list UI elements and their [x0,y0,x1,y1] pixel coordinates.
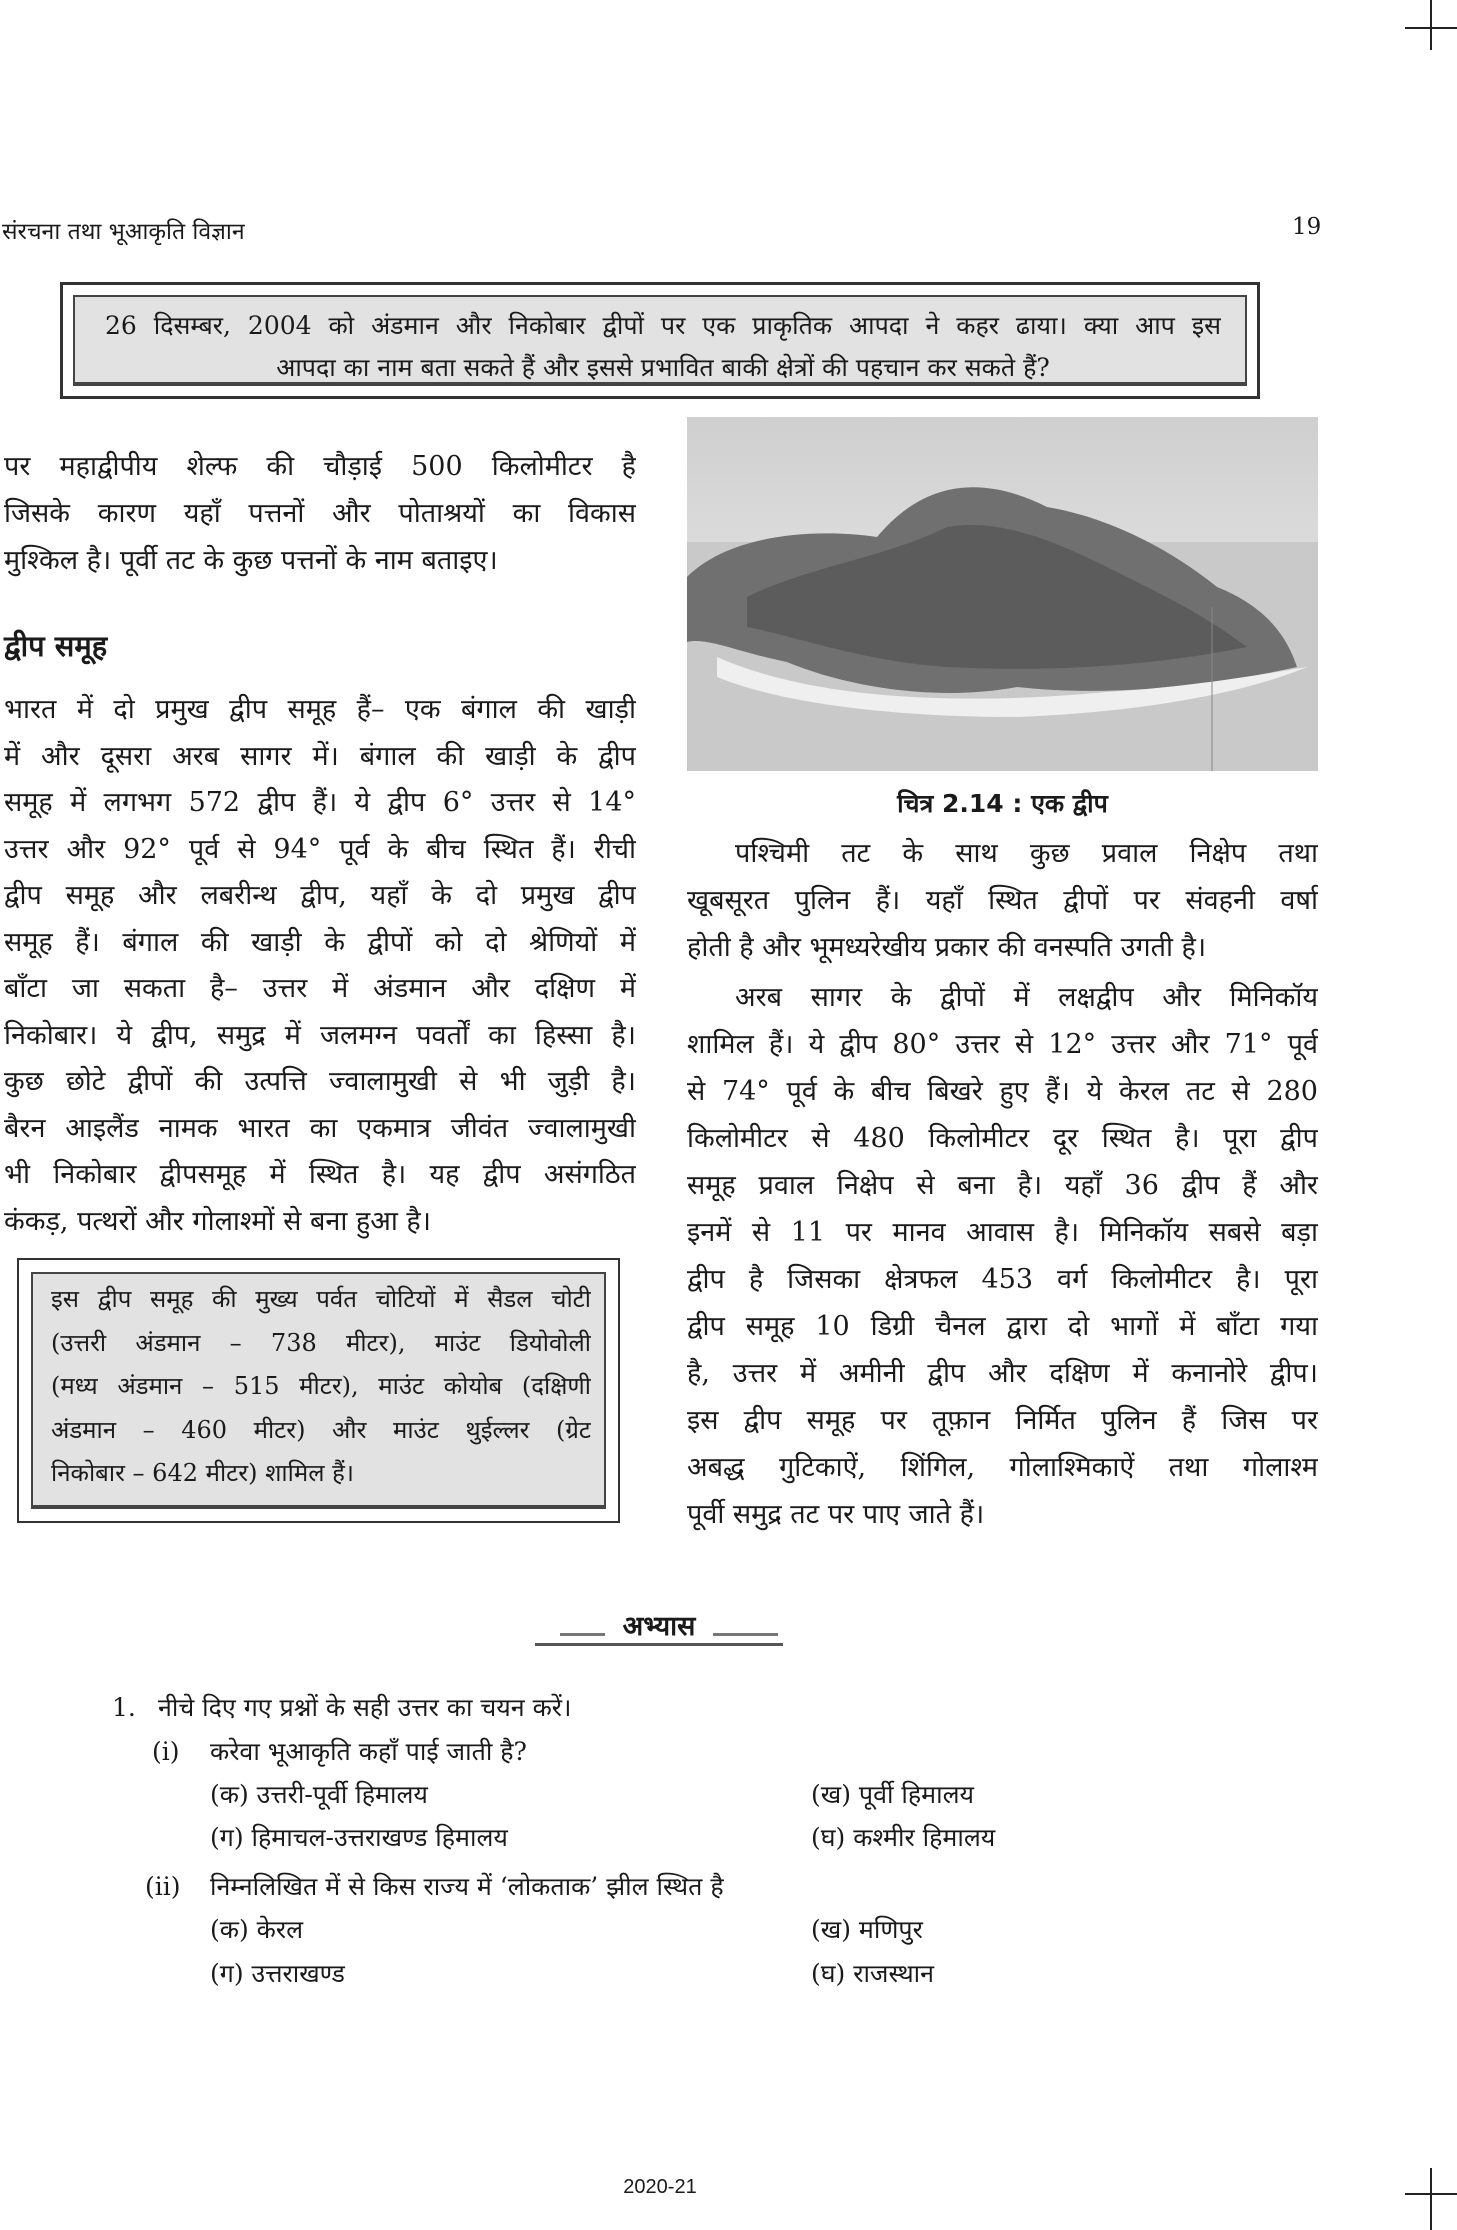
text-line: कंकड़, पत्थरों और गोलाश्मों से बना हुआ है। [4,1205,432,1237]
callout-line: आपदा का नाम बता सकते हैं और इससे प्रभावित बाकी क्षेत्रों की पहचान कर सकते हैं? [276,353,1050,382]
subquestion-number: (ii) [145,1872,181,1901]
text-line: है, उत्तर में अमीनी द्वीप और दक्षिण में कनानोरे द्वीप। [687,1358,1318,1389]
text-line: भारत में दो प्रमुख द्वीप समूह हैं– एक बंगाल की खाड़ी [4,694,636,725]
text-line: उत्तर और 92° पूर्व से 94° पूर्व के बीच स्थित हैं। रीची [4,833,636,865]
question-number: 1. [112,1693,136,1722]
answer-option: (ख) मणिपुर [811,1915,923,1944]
text-line: समूह में लगभग 572 द्वीप हैं। ये द्वीप 6° उत्तर से 14° [4,787,636,818]
text-line: पश्चिमी तट के साथ कुछ प्रवाल निक्षेप तथा [735,838,1318,869]
info-note-box [17,1258,620,1523]
figure-caption: चित्र 2.14 : एक द्वीप [897,789,1108,818]
text-line: निकोबार। ये द्वीप, समुद्र में जलमग्न पवर्तों का हिस्सा है। [4,1019,636,1051]
text-line: में और दूसरा अरब सागर में। बंगाल की खाड़ी के द्वीप [4,740,636,772]
text-line: से 74° पूर्व के बीच बिखरे हुए हैं। ये केरल तट से 280 [687,1076,1318,1107]
crop-mark [1430,2168,1432,2230]
chapter-title: संरचना तथा भूआकृति विज्ञान [2,219,245,245]
answer-option: (घ) राजस्थान [811,1959,935,1988]
answer-option: (ग) हिमाचल-उत्तराखण्ड हिमालय [210,1823,508,1852]
answer-option: (ग) उत्तराखण्ड [210,1959,345,1988]
text-line: पूर्वी समुद्र तट पर पाए जाते हैं। [687,1499,985,1530]
answer-option: (क) उत्तरी-पूर्वी हिमालय [210,1780,428,1809]
text-line: कुछ छोटे द्वीपों की उत्पत्ति ज्वालामुखी से भी जुड़ी है। [4,1066,636,1097]
text-line: (मध्य अंडमान – 515 मीटर), माउंट कोयोब (दक्षिणी [51,1372,591,1400]
text-line: शामिल हैं। ये द्वीप 80° उत्तर से 12° उत्तर और 71° पूर्व [687,1029,1318,1060]
text-line: द्वीप समूह और लबरीन्थ द्वीप, यहाँ के दो प्रमुख द्वीप [4,880,636,911]
text-line: बाँटा जा सकता है– उत्तर में अंडमान और दक्षिण में [4,973,636,1004]
subquestion-text: करेवा भूआकृति कहाँ पाई जाती है? [210,1737,527,1766]
heading-underline [535,1643,783,1646]
exercise-heading-text: अभ्यास [622,1611,696,1642]
section-heading: द्वीप समूह [4,629,108,663]
text-line: इस द्वीप समूह पर तूफ़ान निर्मित पुलिन हैं जिस पर [687,1405,1318,1436]
text-line: भी निकोबार द्वीपसमूह में स्थित है। यह द्वीप असंगठित [4,1159,636,1190]
answer-option: (क) केरल [210,1915,304,1944]
crop-mark [1430,0,1432,50]
text-line: (उत्तरी अंडमान – 738 मीटर), माउंट डियोवोली [51,1328,591,1357]
footer-year: 2020-21 [623,2176,697,2198]
text-line: इनमें से 11 पर मानव आवास है। मिनिकॉय सबसे बड़ा [687,1217,1318,1248]
text-line: बैरन आइलैंड नामक भारत का एकमात्र जीवंत ज्वालामुखी [4,1112,636,1144]
subquestion-number: (i) [152,1737,180,1766]
text-line: द्वीप समूह 10 डिग्री चैनल द्वारा दो भागों में बाँटा गया [687,1311,1318,1342]
text-line: समूह प्रवाल निक्षेप से बना है। यहाँ 36 द्वीप हैं और [687,1170,1318,1201]
text-line: किलोमीटर से 480 किलोमीटर दूर स्थित है। पूरा द्वीप [687,1123,1318,1154]
answer-option: (घ) कश्मीर हिमालय [811,1823,996,1852]
answer-option: (ख) पूर्वी हिमालय [811,1780,975,1809]
callout-line: 26 दिसम्बर, 2004 को अंडमान और निकोबार द्वीपों पर एक प्राकृतिक आपदा ने कहर ढाया। क्या आप इस [105,311,1221,340]
text-line: होती है और भूमध्यरेखीय प्रकार की वनस्पति उगती है। [687,932,1207,963]
text-line: अरब सागर के द्वीपों में लक्षद्वीप और मिनिकॉय [735,982,1318,1013]
heading-rule-right [713,1633,778,1636]
text-line: अंडमान – 460 मीटर) और माउंट थुईल्लर (ग्रेट [51,1415,591,1444]
callout-box [60,282,1260,399]
heading-rule-left [560,1633,605,1636]
page-number: 19 [1292,214,1322,240]
text-line: अबद्ध गुटिकाऐं, शिंगिल, गोलाश्मिकाऐं तथा गोलाश्म [687,1452,1318,1483]
text-line: इस द्वीप समूह की मुख्य पर्वत चोटियों में सैडल चोटी [51,1285,591,1313]
text-line: निकोबार – 642 मीटर) शामिल हैं। [51,1459,354,1487]
island-photo [687,417,1318,771]
text-line: द्वीप है जिसका क्षेत्रफल 453 वर्ग किलोमीटर है। पूरा [687,1264,1318,1295]
text-line: मुश्किल है। पूर्वी तट के कुछ पत्तनों के नाम बताइए। [4,545,498,576]
crop-mark [1405,2193,1457,2195]
crop-mark [1405,27,1457,29]
text-line: जिसके कारण यहाँ पत्तनों और पोताश्रयों का विकास [4,498,636,529]
subquestion-text: निम्नलिखित में से किस राज्य में ‘लोकताक’ झील स्थित है [210,1872,724,1901]
text-line: समूह हैं। बंगाल की खाड़ी के द्वीपों को दो श्रेणियों में [4,926,636,958]
text-line: पर महाद्वीपीय शेल्फ की चौड़ाई 500 किलोमीटर है [4,451,636,482]
exercise-heading [535,1606,783,1643]
text-line: खूबसूरत पुलिन हैं। यहाँ स्थित द्वीपों पर संवहनी वर्षा [687,885,1318,916]
question-text: नीचे दिए गए प्रश्नों के सही उत्तर का चयन करें। [158,1693,572,1722]
